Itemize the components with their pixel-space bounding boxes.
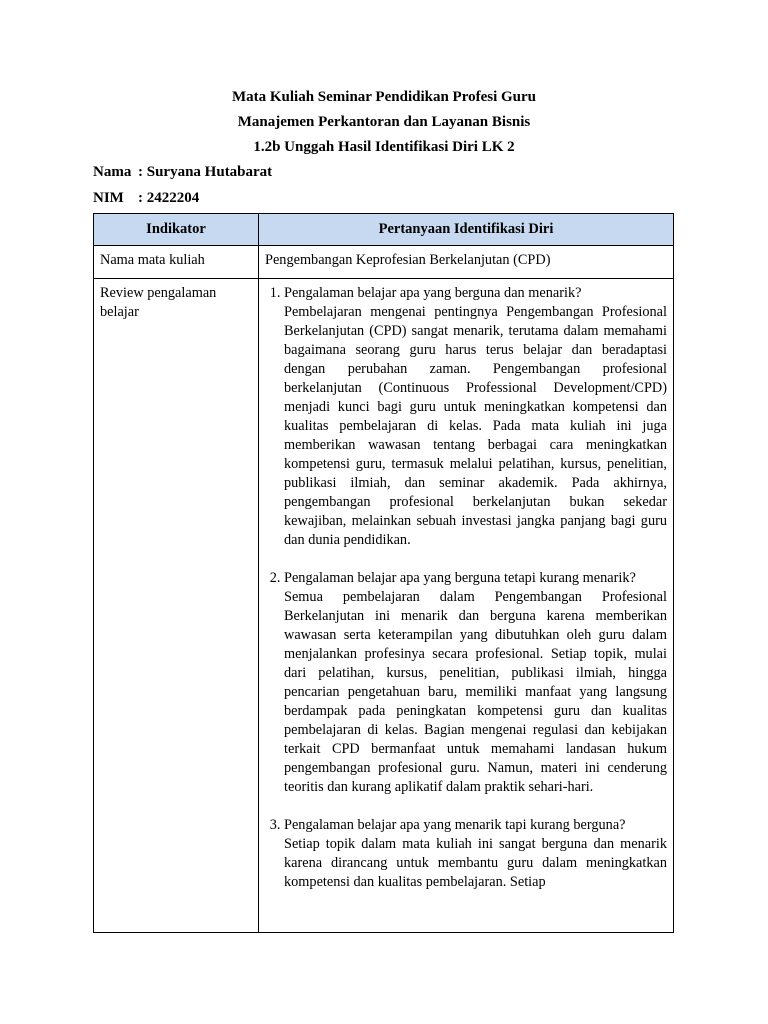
document-title-assignment: 1.2b Unggah Hasil Identifikasi Diri LK 2	[253, 139, 515, 155]
header-indikator: Indikator	[94, 214, 259, 246]
name-value: : Suryana Hutabarat	[138, 164, 273, 180]
answer-text: Setiap topik dalam mata kuliah ini sangat berguna dan menarik karena dirancang untuk membantu guru dalam meningkatkan kompetensi dan kualitas pembelajaran. Setiap	[284, 836, 667, 890]
review-content-area	[265, 284, 667, 927]
question-text: 1. Pengalaman belajar apa yang berguna dan menarik?	[284, 285, 582, 301]
list-item	[284, 816, 667, 892]
document-title-course: Mata Kuliah Seminar Pendidikan Profesi Guru	[231, 89, 537, 105]
nim-label: NIM	[93, 190, 124, 206]
row-course-value: Pengembangan Keprofesian Berkelanjutan (CPD)	[259, 246, 674, 279]
document-title-program: Manajemen Perkantoran dan Layanan Bisnis	[237, 114, 531, 130]
answer-text: Pembelajaran mengenai pentingnya Pengembangan Profesional Berkelanjutan (CPD) sangat menarik, terutama dalam memahami bagaimana seorang guru harus terus belajar dan beradaptasi dengan perubahan zaman. Pengembangan profesional berkelanjutan (Continuous Professional Development/CPD) menjadi kunci bagi guru untuk meningkatkan kompetensi dan kualitas pembelajaran di kelas. Pada mata kuliah ini juga memberikan wawasan tentang berbagai cara meningkatkan kompetensi guru, termasuk melalui pelatihan, kursus, penelitian, publikasi ilmiah, dan seminar akademik. Pada akhirnya, pengembangan profesional berkelanjutan bukan sekedar kewajiban, melainkan sebuah investasi jangka panjang bagi guru dan dunia pendidikan.	[284, 304, 667, 548]
row-review-label: Review pengalaman belajar	[94, 279, 259, 933]
row-review-content	[259, 279, 674, 933]
list-item	[284, 284, 667, 550]
answer-text: Semua pembelajaran dalam Pengembangan Profesional Berkelanjutan ini menarik dan berguna karena memberikan wawasan serta keterampilan yang dibutuhkan oleh guru dalam menjalankan profesinya secara profesional. Setiap topik, mulai dari pelatihan, kursus, penelitian, publikasi ilmiah, hingga pencarian pengetahuan baru, memiliki manfaat yang langsung berdampak pada peningkatan kompetensi guru dan kualitas pembelajaran di kelas. Bagian mengenai regulasi dan kebijakan terkait CPD bermanfaat untuk memahami landasan hukum pengembangan profesional guru. Namun, materi ini cenderung teoritis dan kurang aplikatif dalam praktik sehari-hari.	[284, 589, 667, 795]
question-text: 2. Pengalaman belajar apa yang berguna tetapi kurang menarik?	[284, 570, 636, 586]
row-course-label: Nama mata kuliah	[94, 246, 259, 279]
nim-value: : 2422204	[138, 190, 200, 206]
list-item	[284, 569, 667, 797]
table-row	[94, 279, 674, 933]
table-row	[94, 246, 674, 279]
header-pertanyaan: Pertanyaan Identifikasi Diri	[259, 214, 674, 246]
student-name-line	[93, 162, 272, 182]
question-list	[265, 284, 667, 892]
name-label: Nama	[93, 164, 132, 180]
identification-table	[93, 213, 674, 933]
question-text: 3. Pengalaman belajar apa yang menarik tapi kurang berguna?	[284, 817, 626, 833]
table-header-row	[94, 214, 674, 246]
student-nim-line	[93, 188, 199, 208]
